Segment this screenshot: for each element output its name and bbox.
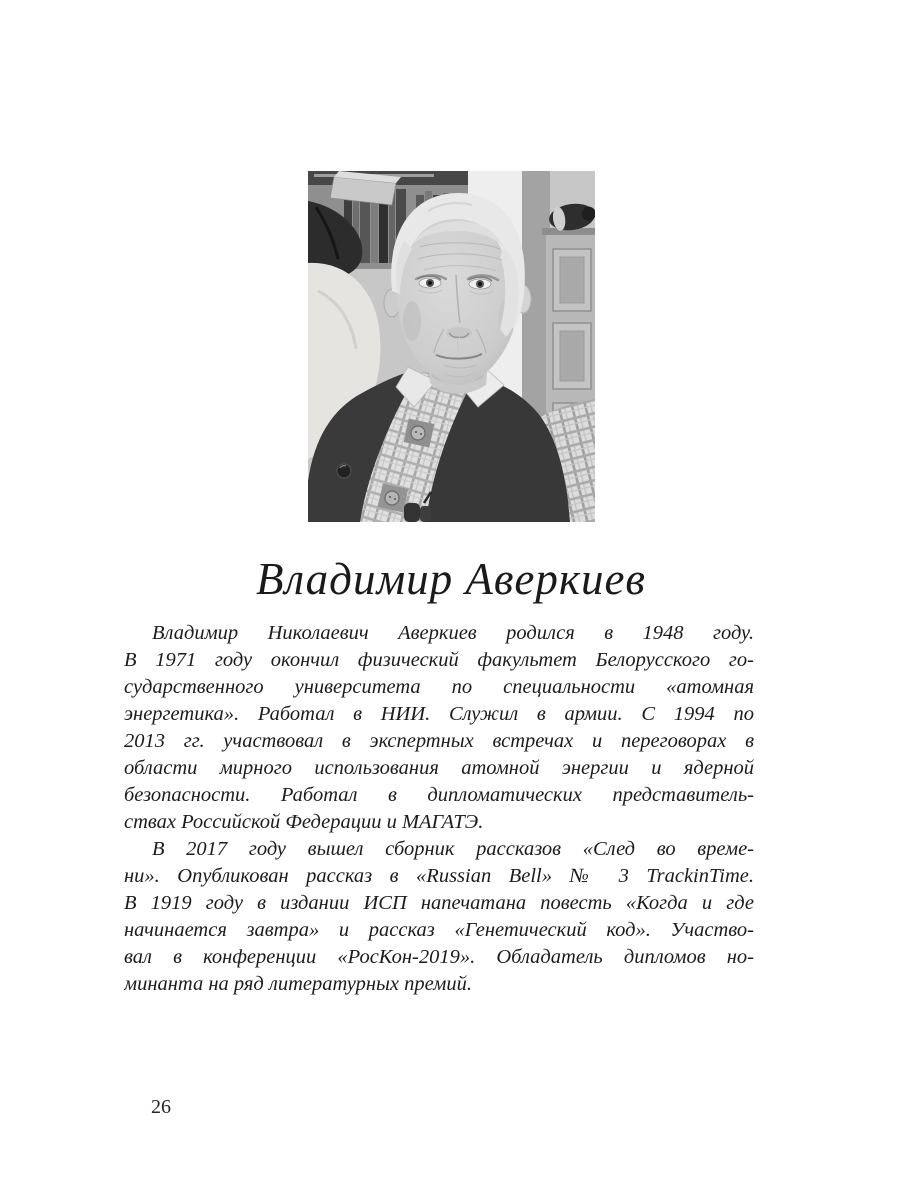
text-line: энергетика». Работал в НИИ. Служил в армии. С 1994 по — [124, 703, 754, 725]
author-title: Владимир Аверкиев — [256, 554, 646, 604]
text-line: Владимир Николаевич Аверкиев родился в 1948 году. — [152, 622, 754, 644]
text-line: безопасности. Работал в дипломатических представитель- — [124, 784, 754, 806]
text-line: В 1919 году в издании ИСП напечатана повесть «Когда и где — [124, 892, 754, 914]
text-line: начинается завтра» и рассказ «Генетический код». Участво- — [124, 919, 754, 941]
page-number: 26 — [151, 1096, 171, 1118]
text-line: области мирного использования атомной энергии и ядерной — [124, 757, 754, 779]
text-line: вал в конференции «РосКон-2019». Обладатель дипломов но- — [124, 946, 754, 968]
text-line: В 2017 году вышел сборник рассказов «След во време- — [152, 838, 754, 860]
portrait-photo — [308, 171, 595, 522]
portrait-photo-graphic — [308, 171, 595, 522]
text-line: 2013 гг. участвовал в экспертных встречах и переговорах в — [124, 730, 754, 752]
text-line: минанта на ряд литературных премий. — [124, 973, 472, 995]
text-line: В 1971 году окончил физический факультет Белорусского го- — [124, 649, 754, 671]
text-line: ни». Опубликован рассказ в «Russian Bell» № 3 TrackinTime. — [124, 865, 754, 887]
text-line: ствах Российской Федерации и МАГАТЭ. — [124, 811, 484, 833]
text-line: сударственного университета по специальности «атомная — [124, 676, 754, 698]
biography-text — [124, 620, 754, 998]
